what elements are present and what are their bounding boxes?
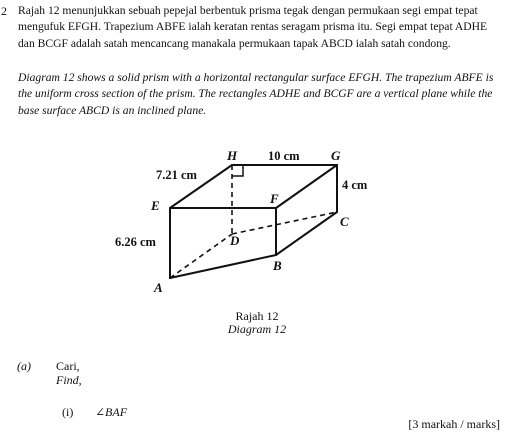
part-a-label: (a) (17, 359, 31, 373)
subpart-i-text: ∠BAF (95, 405, 128, 419)
vertex-label-b: B (273, 258, 282, 273)
diagram-caption-english: Diagram 12 (227, 322, 287, 336)
vertex-label-g: G (331, 148, 341, 163)
vertex-label-a: A (154, 280, 163, 295)
edge-gf (276, 165, 337, 208)
vertex-label-c: C (340, 214, 349, 229)
subpart-i-label: (i) (62, 405, 74, 419)
question-text-malay: Rajah 12 menunjukkan sebuah pepejal berbentuk prisma tegak dengan permukaan segi empat tepat mengufuk EFGH. Trapezium ABFE ialah keratan rentas seragam prisma itu. Segi empat tepat ADHE dan BCGF adalah satah mencancang manakala permukaan tapak ABCD ialah satah condong. (18, 4, 488, 50)
vertex-label-d: D (230, 233, 240, 248)
diagram-caption-malay: Rajah 12 (235, 309, 279, 323)
question-number: 2 (1, 4, 7, 18)
vertex-label-f: F (270, 191, 279, 206)
measure-hg: 10 cm (268, 149, 300, 163)
vertex-label-h: H (227, 148, 238, 163)
measure-ea: 6.26 cm (115, 235, 156, 249)
right-angle-marker (232, 165, 243, 176)
question-text-english: Diagram 12 shows a solid prism with a horizontal rectangular surface EFGH. The trapezium ABFE is the uniform cross section of the prism. The rectangles ADHE and BCGF are a vertical plane while the base surface ABCD is an inclined plane. (18, 71, 494, 117)
part-a-instruction-malay: Cari, (56, 359, 80, 373)
measure-eh: 7.21 cm (156, 168, 197, 182)
part-a-instruction-english: Find, (56, 373, 82, 387)
vertex-label-e: E (151, 198, 160, 213)
measure-gc: 4 cm (342, 178, 368, 192)
marks-allocation: [3 markah / marks] (408, 417, 500, 431)
